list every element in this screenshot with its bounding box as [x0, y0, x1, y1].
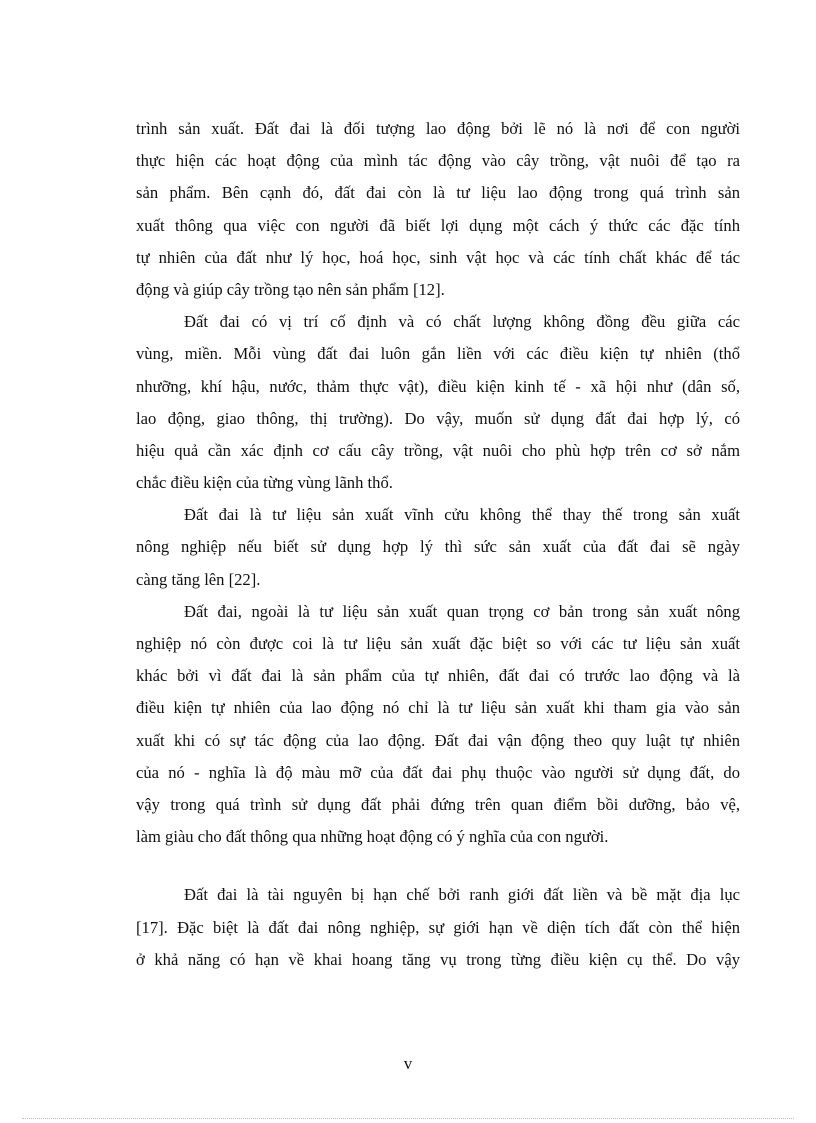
body-text	[136, 113, 740, 976]
text-line: tự nhiên của đất như lý học, hoá học, sinh vật học và các tính chất khác để tác	[136, 247, 740, 267]
text-line: Đất đai có vị trí cố định và có chất lượng không đồng đều giữa các	[184, 312, 740, 332]
paragraph-5	[136, 879, 740, 976]
text-line: càng tăng lên [22].	[136, 569, 261, 589]
text-line: Đất đai là tư liệu sản xuất vĩnh cửu không thể thay thế trong sản xuất	[184, 505, 740, 525]
text-line: chắc điều kiện của từng vùng lãnh thổ.	[136, 473, 393, 493]
text-line: sản phẩm. Bên cạnh đó, đất đai còn là tư liệu lao động trong quá trình sản	[136, 183, 740, 203]
text-line: Đất đai, ngoài là tư liệu sản xuất quan trọng cơ bản trong sản xuất nông	[184, 601, 740, 621]
page-number: v	[403, 1054, 413, 1073]
text-line: xuất thông qua việc con người đã biết lợi dụng một cách ý thức các đặc tính	[136, 215, 740, 235]
text-line: vậy trong quá trình sử dụng đất phải đứng trên quan điểm bồi dưỡng, bảo vệ,	[136, 794, 740, 814]
text-line: khác bởi vì đất đai là sản phẩm của tự nhiên, đất đai có trước lao động và là	[136, 666, 740, 686]
paragraph-4	[136, 596, 740, 854]
paragraph-2	[136, 306, 740, 499]
text-line: trình sản xuất. Đất đai là đối tượng lao động bởi lẽ nó là nơi để con người	[136, 119, 740, 138]
text-line: Đất đai là tài nguyên bị hạn chế bởi ranh giới đất liền và bề mặt địa lục	[184, 885, 740, 905]
text-line: nhưỡng, khí hậu, nước, thảm thực vật), điều kiện kinh tế - xã hội như (dân số,	[136, 376, 740, 396]
paragraph-1	[136, 113, 740, 306]
text-line: [17]. Đặc biệt là đất đai nông nghiệp, sự giới hạn về diện tích đất còn thể hiện	[136, 917, 740, 937]
text-line: của nó - nghĩa là độ màu mỡ của đất đai phụ thuộc vào người sử dụng đất, do	[136, 762, 740, 782]
text-line: động và giúp cây trồng tạo nên sản phẩm [12].	[136, 279, 445, 299]
text-line: nông nghiệp nếu biết sử dụng hợp lý thì sức sản xuất của đất đai sẽ ngày	[136, 537, 740, 557]
page-bottom-rule	[22, 1118, 794, 1119]
text-line: làm giàu cho đất thông qua những hoạt động có ý nghĩa của con người.	[136, 827, 609, 847]
text-line: xuất khi có sự tác động của lao động. Đất đai vận động theo quy luật tự nhiên	[136, 730, 740, 750]
text-line: lao động, giao thông, thị trường). Do vậy, muốn sử dụng đất đai hợp lý, có	[136, 408, 740, 428]
text-line: vùng, miền. Mỗi vùng đất đai luôn gắn liền với các điều kiện tự nhiên (thổ	[136, 344, 740, 364]
paragraph-3	[136, 499, 740, 596]
text-line: hiệu quả cần xác định cơ cấu cây trồng, vật nuôi cho phù hợp trên cơ sở nắm	[136, 440, 740, 460]
text-line: thực hiện các hoạt động của mình tác động vào cây trồng, vật nuôi để tạo ra	[136, 151, 740, 171]
text-line: điều kiện tự nhiên của lao động nó chỉ là tư liệu sản xuất khi tham gia vào sản	[136, 698, 740, 718]
text-line: nghiệp nó còn được coi là tư liệu sản xuất đặc biệt so với các tư liệu sản xuất	[136, 634, 740, 653]
paragraph-spacer	[136, 853, 740, 879]
text-line: ở khả năng có hạn về khai hoang tăng vụ trong từng điều kiện cụ thể. Do vậy	[136, 949, 740, 969]
